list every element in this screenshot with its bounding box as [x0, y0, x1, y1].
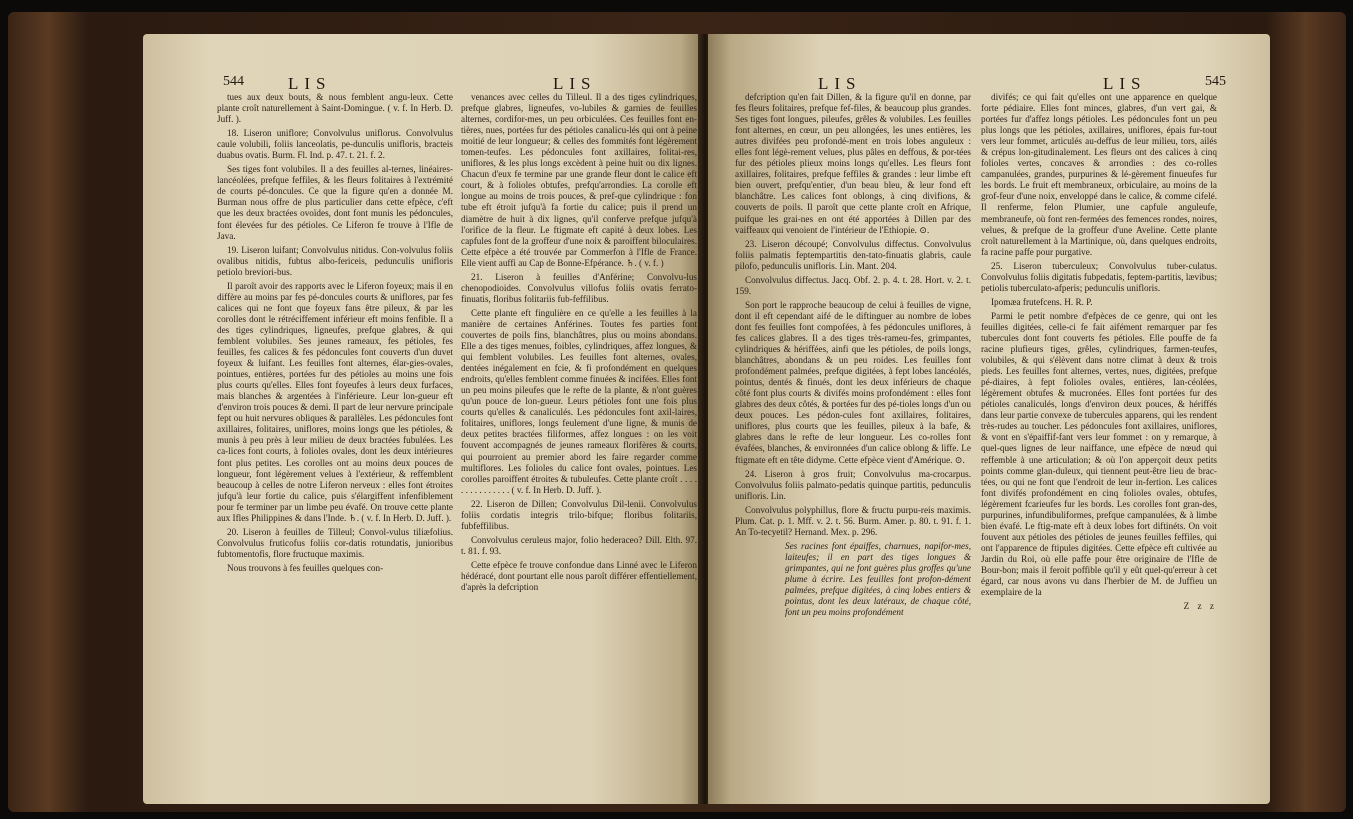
signature-mark: Z z z: [1183, 601, 1217, 612]
paragraph: Son port le rapproche beaucoup de celui à feuilles de vigne, dont il eft cependant aifé de le diftinguer au nombre de lobes dont fes feuilles font compofées, à fes pédoncules uniflores, à fes calices glabres. Il a des tiges très-rameu-fes, grimpantes, cylindriques & hériffées, ainfi que les pétioles, de poils longs, blanchâtres, abondans & un peu roides. Les feuilles font profondément palmées, prefque digitées, à fept lobes lancéolés, pointus, dentés & finués, dont les deux inférieurs de chaque côté font plus courts & divifés moins profondément : elles font glabres des deux côtés, & portées fur des pé-tioles longs d'un ou deux pouces. Les pédon-cules font axillaires, folitaires, uniflores, plus courts que les feuilles, pileux à la bafe, & glabres dans le refte de leur longueur. Les co-rolles font évafées, blanches, & environnées d'un calice oblong & liffe. Le ftigmate eft en tête didyme. Cette efpèce vient d'Amérique. ⊙.: [735, 299, 971, 465]
book-spread: [8, 12, 1346, 812]
paragraph: Parmi le petit nombre d'efpèces de ce genre, qui ont les feuilles digitées, celle-ci fe fait aifément remarquer par fes tubercules dont font couverts fes pétioles. Elle pouffe de fa racine plufieurs tiges, grêles, cylindriques, farmen-teufes, volubiles, & qui s'élèvent dans notre climat à deux & trois pieds. Les feuilles font alternes, vertes, nues, digitées, prefque pé-diaires, à fept folioles ovales, entières, lan-céolées, légèrement obtufes & mucronées. Elles font portées fur des pétioles canaliculés, longs d'environ deux pouces, & hériffés dans leur partie convexe de tubercules apparens, qui les rendent très-rudes au toucher. Les pédoncules font axillaires, uniflores, & vont en s'épaiffif-fant vers leur fommet : on y remarque, à quel-ques lignes de leur naiffance, une efpèce de nœud qui reffemble à une articulation; & où l'on apperçoit deux petits points comme glan-duleux, qui tiennent peut-être lieu de brac-tées, ou qui ne font que l'endroit de leur in-fertion. Les calices font divifés profondément en cinq folioles ovales, obtufes, légèrement fcarieufes fur les bords. Les corolles font gran-des, purpurines, infundibuliformes, prefque campanulées, & à limbe bien évafé. Le ftig-mate eft à deux lobes fort diftinéts. On voit fouvent aux pétioles des pétioles de jeunes feuilles feffiles, qui ont l'apparence de ftipules digitées. Cette efpèce eft cultivée au Jardin du Roi, où elle paffe pour être originaire de l'Ifle de Bour-bon; mais il feroit poffible qu'il y eût quel-qu'erreur à cet égard, car nous avons vu dans l'herbier de M. de Juffieu un exemplaire de la: [981, 310, 1217, 598]
paragraph: defcription qu'en fait Dillen, & la figure qu'il en donne, par fes fleurs folitaires, prefque fef-files, & beaucoup plus grandes. Ses tiges font longues, pileufes, grêles & volubiles. Les feuilles font alternes, en cœur, un peu allongées, les unes entières, les autres divifées peu profondé-ment en trois lobes anguleux : elles font légè-rement velues, plus pâles en deffous, & por-tées fur des pétioles plieux moins longs qu'elles. Les fleurs font axillaires, folitaires, prefque feffiles & grandes : leur limbe eft bien ouvert, prefqu'entier, d'un beau bleu, & leur fond eft blanchâtre. Les calices font oblongs, à cinq divifions, & couverts de poils. Il paroît que cette plante croît en Afrique, puifque les grai-nes en ont été apportées à Dillen par des vaiffeaux qui venoient de l'intérieur de l'Ethiopie. ⊙.: [735, 92, 971, 235]
right-page-column-2: [981, 92, 1217, 792]
paragraph: venances avec celles du Tilleul. Il a des tiges cylindriques, prefque glabres, ligneufes, vo-lubiles & garnies de feuilles alternes, cordifor-mes, un peu orbiculées. Ces feuilles font en-tières, nues, portées fur des pétioles canalicu-lés qui ont à peine moitié de leur longueur; & celles des fommités font légèrement tomen-teufes. Les pédoncules font axillaires, folitai-res, uniflores, & les plus longs excèdent à peine huit ou dix lignes. Chacun d'eux fe termine par une grande fleur dont le calice eft court, & à folioles obtufes, prefqu'arrondies. La corolle eft longue au moins de trois pouces, & pref-que cylindrique : fon tube eft étroit jufqu'à fa fortie du calice; puis il prend un diamètre de huit à dix lignes, qu'il conferve prefque jufqu'à l'orifice de la fleur. Le ftigmate eft capité à deux lobes. Les capfules font de la groffeur d'une noix & paroiffent biloculaires. Cette efpèce a été trouvée par Commerfon à l'Ifle de France. Elle vient auffi au Cap de Bonne-Efpérance. ♄. ( v. f. ): [461, 92, 697, 268]
right-page-number: 545: [1205, 74, 1226, 89]
right-page-header-left: LIS: [818, 74, 862, 93]
left-page-column-1: [217, 92, 453, 792]
paragraph: Convolvulus diffectus. Jacq. Obf. 2. p. 4. t. 28. Hort. v. 2. t. 159.: [735, 274, 971, 296]
paragraph: Ses tiges font volubiles. Il a des feuilles al-ternes, linéaires-lancéolées, prefque feffiles, & les fleurs folitaires à l'extrémité de courts pé-doncules. Ce que la figure qu'en a donnée M. Burman nous offre de plus particulier dans cette efpèce, c'eft que les deux bractées ovoïdes, dont font munis les pédoncules, font élevées fur des pétioles. Ce Liferon fe trouve à l'Ifle de Java.: [217, 164, 453, 241]
paragraph: 25. Liseron tuberculeux; Convolvulus tuber-culatus. Convolvulus foliis digitatis fubpedatis, feptem-partitis, lævibus; petiolis tuberculato-afperis; pedunculis unifloris.: [981, 260, 1217, 293]
right-page-header-right: LIS: [1103, 74, 1147, 93]
paragraph: divifés; ce qui fait qu'elles ont une apparence en quelque forte pédiaire. Elles font minces, glabres, d'un vert gai, & portées fur d'affez longs pétioles. Les pédoncules font un peu plus longs que les pétioles, axillaires, uniflores, épais fur-tout vers leur fommet, articulés au-deffus de leur milieu, tors, ailés & crépus lon-gitudinalement. Les fleurs ont des calices à cinq folioles vertes, concaves & arrondies : des co-rolles campanulées, grandes, purpurines & lé-gèrement finueufes fur les bords. Le fruit eft membraneux, orbiculaire, au moins de la grof-feur d'une noix, enveloppé dans le calice, & comme cifelé. Il renferme, felon Plumier, une capfule anguleufe, membraneufe, où font ren-fermées des femences rondes, noires, velues, & prefque de la groffeur d'une Aveline. Cette plante croît naturellement à la Martinique, où, dans quelques endroits, fa racine paffe pour purgative.: [981, 92, 1217, 257]
paragraph: 23. Liseron découpé; Convolvulus diffectus. Convolvulus foliis palmatis feptempartitis den-tato-finuatis glabris, caule pilofo, pedunculis unifloris. Lin. Mant. 204.: [735, 238, 971, 271]
paragraph: Ipomæa frutefcens. H. R. P.: [991, 296, 1093, 307]
left-page-number: 544: [223, 74, 244, 89]
left-page-header-left: LIS: [288, 74, 332, 93]
left-page-header-right: LIS: [553, 74, 597, 93]
right-page: [708, 34, 1270, 804]
paragraph: 22. Liseron de Dillen; Convolvulus Dil-lenii. Convolvulus foliis cordatis integris trilo-bifque; floribus folitariis, fubfeffilibus.: [461, 498, 697, 531]
paragraph: 19. Liseron luifant; Convolvulus nitidus. Con-volvulus foliis ovalibus nitidis, fubtus albo-fericeis, pedunculis unifloris petiolo breviori-bus.: [217, 244, 453, 277]
paragraph: Convolvulus ceruleus major, folio hederaceo? Dill. Elth. 97. t. 81. f. 93.: [461, 534, 697, 556]
paragraph: 21. Liseron à feuilles d'Anférine; Convolvu-lus chenopodioides. Convolvulus villofus foliis ovatis ferrato-finuatis, floribus folitariis fub-feffilibus.: [461, 271, 697, 304]
paragraph: Convolvulus polyphillus, flore & fructu purpu-reis maximis. Plum. Cat. p. 1. Mff. v. 2. t. 56. Burm. Amer. p. 80. t. 91. f. 1. An To-tecyetil? Hernand. Mex. p. 296.: [735, 504, 971, 537]
paragraph: Cette plante eft fingulière en ce qu'elle a les feuilles à la manière de certaines Anférines. Toutes fes parties font couvertes de poils fins, blanchâtres, plus ou moins abondans. Elle a des tiges menues, foibles, cylindriques, affez longues, & qui femblent volubiles. Les feuilles font alternes, ovales, dentées inégalement en fcie, & fi profondément en quelques endroits, qu'elles femblent comme finuées & incifées. Elles font un peu moins pileufes que le refte de la plante, & n'ont guères qu'un pouce de lon-gueur. Leurs pétioles font une fois plus courts qu'elles & canaliculés. Les pédoncules font axil-laires, folitaires, uniflores, longs feulement d'une ligne, & munis de deux petites bractées filiformes, affez longues : on les voit fouvent accompagnés de jeunes rameaux florifères & courts, qui pourroient au premier abord les faire regarder comme multiflores. Les folioles du calice font ovales, pointues. Les corolles paroiffent étroites & tubuleufes. Cette plante croît . . . . . . . . . . . . . . . ( v. f. In Herb. D. Juff. ).: [461, 307, 697, 495]
paragraph: Il paroît avoir des rapports avec le Liferon foyeux; mais il en diffère au moins par fes pé-doncules courts & uniflores, par fes calices qui ne font que foyeux fans être pileux, & par les corolles dont le rétréciffement inférieur eft moins fenfible. Il a des tiges cylindriques, ligneufes, prefque glabres, & qui femblent volubiles. Ses jeunes rameaux, fes pétioles, fes feuilles, fes calices & fes pédoncules font couverts d'un duvet foyeux & luifant. Les feuilles font alternes, élar-gies-ovales, pointues, entières, portées fur des pétioles au moins une fois plus courts qu'elles. Elles font foyeufes à leurs deux furfaces, mais blanches & argentées à l'inférieure. Leur lon-gueur eft d'environ trois pouces & demi. Il part de leur nervure principale fept ou huit nervures obliques & parallèles. Les pédoncules font axillaires, folitaires, uniflores, moins longs que les pétioles, & munis à peu près à leur milieu de deux bractées fubulées. Les ca-lices font courts, à folioles ovales, dont les deux intérieures font plus petites. Les corolles ont au moins deux pouces de longueur, font légèrement velues à l'extérieur, & reffemblent beaucoup à celles de notre Liferon nerveux : elles font étroites jufqu'à leur fortie du calice, puis s'élargiffent infenfiblement pour fe terminer par un limbe peu évafé. On trouve cette plante aux Ifles Philippines & dans l'Inde. ♄. ( v. f. In Herb. D. Juff. ).: [217, 280, 453, 523]
left-page: [143, 34, 703, 804]
signature-line: Ses racines font épaiffes, charnues, napifor-mes, laiteufes; il en part des tiges longues & grimpantes, qui ne font guères plus groffes qu'une plume à écrire. Les feuilles font profon-dément palmées, prefque digitées, à cinq lobes entiers & pointus, dont les deux latéraux, de chaque côté, font un peu moins profondément: [785, 540, 971, 618]
paragraph: Nous trouvons à fes feuilles quelques con-: [227, 562, 384, 573]
paragraph: tues aux deux bouts, & nous femblent angu-leux. Cette plante croît naturellement à Saint-Domingue. ( v. f. In Herb. D. Juff. ).: [217, 92, 453, 125]
paragraph: 24. Liseron à gros fruit; Convolvulus ma-crocarpus. Convolvulus foliis palmato-pedatis quinque partitis, pedunculis unifloris. Lin.: [735, 468, 971, 501]
paragraph: Cette efpèce fe trouve confondue dans Linné avec le Liferon hédéracé, dont pourtant elle nous paroît différer effentiellement, d'après la defcription: [461, 559, 697, 593]
paragraph: 20. Liseron à feuilles de Tilleul; Convol-vulus tiliæfolius. Convolvulus fruticofus foliis cor-datis rotundatis, junioribus fubtomentofis, flore fructuque maximis.: [217, 526, 453, 559]
right-page-column-1: [735, 92, 971, 792]
left-page-column-2: [461, 92, 697, 792]
paragraph: 18. Liseron uniflore; Convolvulus uniflorus. Convolvulus caule volubili, foliis lanceolatis, pe-dunculis unifloris, bracteis duabus ovatis. Burm. Fl. Ind. p. 47. t. 21. f. 2.: [217, 128, 453, 161]
